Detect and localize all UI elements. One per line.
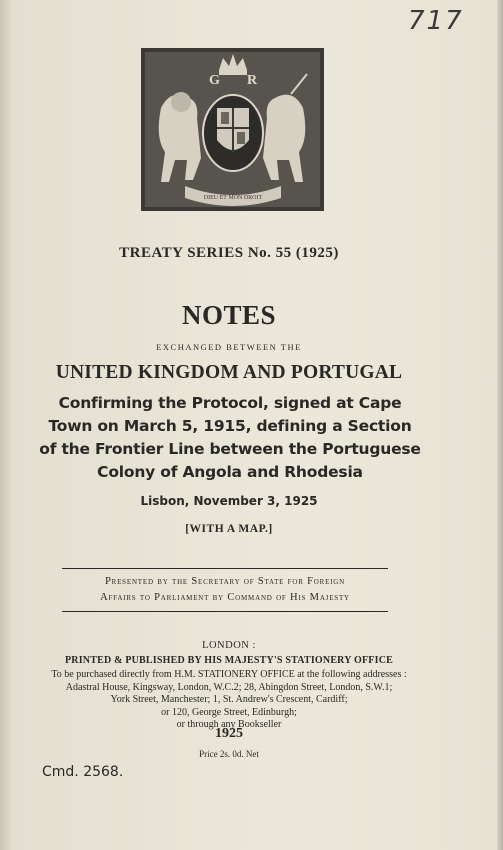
command-number: Cmd. 2568. xyxy=(42,764,124,780)
divider-top xyxy=(62,568,388,569)
treaty-series: TREATY SERIES No. 55 (1925) xyxy=(119,245,339,261)
purchase-line: or through any Bookseller xyxy=(176,719,282,731)
publication-year: 1925 xyxy=(215,726,243,741)
subject-line: Confirming the Protocol, signed at Cape xyxy=(58,394,402,412)
purchase-line: York Street, Manchester; 1, St. Andrew's Crescent, Cardiff; xyxy=(110,694,348,706)
presented-line: Presented by the Secretary of State for Foreign xyxy=(105,576,345,587)
price: Price 2s. 0d. Net xyxy=(199,749,259,759)
crest-initial-g: G xyxy=(209,73,220,88)
page-edge xyxy=(497,0,503,850)
subject-line: of the Frontier Line between the Portuguese xyxy=(39,440,421,458)
purchase-line: To be purchased directly from H.M. STATIONERY OFFICE at the following addresses : xyxy=(51,669,407,680)
publisher-printed: PRINTED & PUBLISHED BY HIS MAJESTY'S STATIONERY OFFICE xyxy=(64,655,393,666)
subject xyxy=(30,392,430,484)
subject-line: Town on March 5, 1915, defining a Section xyxy=(48,417,412,435)
countries: UNITED KINGDOM AND PORTUGAL xyxy=(55,362,403,383)
divider-bottom xyxy=(62,611,388,612)
subject-line: Colony of Angola and Rhodesia xyxy=(97,463,363,481)
purchase-line: or 120, George Street, Edinburgh; xyxy=(161,706,297,718)
exchanged-between: EXCHANGED BETWEEN THE xyxy=(156,342,302,352)
purchase-line: Adastral House, Kingsway, London, W.C.2; 28, Abingdon Street, London, S.W.1; xyxy=(65,681,393,693)
map-note: [WITH A MAP.] xyxy=(185,523,273,535)
publisher-city: LONDON : xyxy=(202,640,256,651)
purchase-addresses xyxy=(0,669,458,732)
royal-coat-of-arms-icon xyxy=(141,48,324,211)
presented-statement xyxy=(62,574,388,606)
document-title: NOTES xyxy=(181,300,277,330)
signing-date: Lisbon, November 3, 1925 xyxy=(140,494,318,508)
presented-line: Affairs to Parliament by Command of His Majesty xyxy=(100,592,350,603)
crest-motto: DIEU ET MON DROIT xyxy=(203,195,263,201)
handwritten-number: 717 xyxy=(408,6,464,36)
crest-initial-r: R xyxy=(247,73,258,88)
